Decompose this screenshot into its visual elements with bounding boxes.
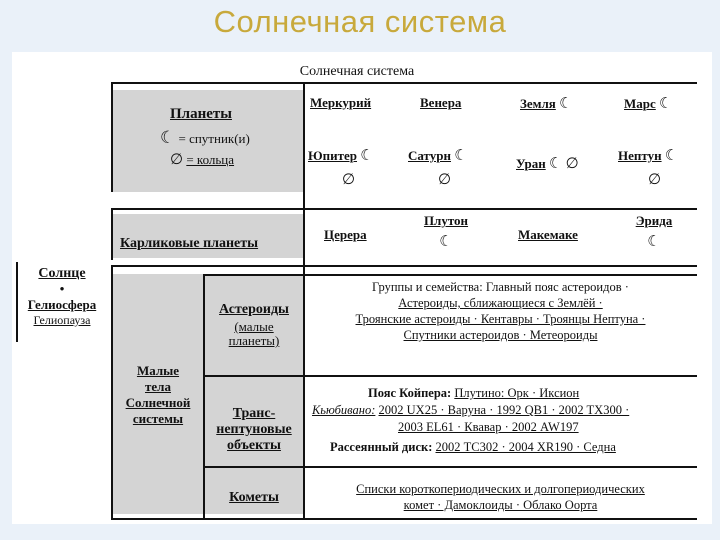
kuiper-label: Пояс Койпера: (368, 386, 452, 400)
bottom-rule (112, 518, 697, 520)
ring-icon: ∅ (565, 156, 579, 172)
heliosphere: Гелиосфера (27, 297, 97, 312)
small-bodies-line-3: Солнечной (125, 395, 191, 410)
scattered-disk-row (330, 440, 616, 455)
dwarf-heading: Карликовые планеты (120, 236, 259, 251)
dwarf-pluto: Плутон (423, 213, 469, 228)
sun-dot: • (59, 281, 65, 296)
dwarf-eris: Эрида (635, 213, 673, 228)
comets-line-2: комет · Дамоклоиды · Облако Оорта (403, 498, 598, 512)
tno-top-rule (204, 375, 697, 377)
small-bodies-line-2: тела (145, 379, 171, 394)
moon-icon: ☾ (659, 96, 673, 112)
planet-mars: Марс ☾ (624, 96, 673, 112)
planet-neptune: Нептун ☾ (618, 148, 679, 164)
legend-moon-text: = спутник(и) (178, 131, 250, 146)
asteroids-sub-2: планеты) (228, 333, 280, 348)
planet-earth: Земля ☾ (520, 96, 573, 112)
comets-line-1: Списки короткопериодических и долгопериодических (356, 482, 645, 496)
small-bodies-line-4: системы (132, 411, 184, 426)
vertical-main-divider (303, 82, 305, 520)
moon-icon: ☾ (559, 96, 573, 112)
vertical-left-rule (111, 82, 113, 192)
chart-title: Солнечная система (299, 64, 415, 79)
planet-mercury: Меркурий (310, 95, 372, 110)
vertical-subgroup-divider (203, 274, 205, 520)
planet-venus: Венера (420, 95, 462, 110)
moon-icon-eris: ☾ (647, 234, 661, 250)
vertical-left-rule-2 (111, 208, 113, 260)
top-rule (112, 82, 697, 84)
asteroids-heading: Астероиды (219, 302, 289, 317)
asteroids-top-rule (204, 274, 697, 276)
asteroids-line-4: Спутники астероидов · Метеороиды (403, 328, 598, 342)
dwarf-top-rule (112, 208, 697, 210)
scattered-items: 2002 TC302 · 2004 XR190 · Седна (435, 440, 616, 454)
small-bodies-line-1: Малые (136, 363, 180, 378)
dwarf-ceres: Церера (324, 227, 367, 242)
kuiper-items: Плутино: Орк · Иксион (454, 386, 580, 400)
moon-icon: ☾ (360, 148, 374, 164)
cubewano-row-2: 2003 EL61 · Квавар · 2002 AW197 (398, 420, 579, 434)
kuiper-belt-row (368, 386, 579, 401)
comets-heading: Кометы (229, 490, 279, 505)
moon-icon: ☾ (454, 148, 468, 164)
cubewano-label: Кьюбивано: (312, 403, 376, 417)
asteroids-sub-1: (малые (234, 319, 274, 334)
asteroids-line-3: Троянские астероиды · Кентавры · Троянцы Нептуна · (355, 312, 646, 326)
ring-icon-neptune: ∅ (648, 172, 662, 188)
tno-line-1: Транс- (232, 406, 276, 421)
comets-top-rule (204, 466, 697, 468)
asteroids-line-1: Группы и семейства: Главный пояс астероидов · (372, 280, 629, 294)
legend-ring-row (170, 152, 234, 169)
heliopause: Гелиопауза (33, 313, 91, 327)
asteroids-line-2: Астероиды, сближающиеся с Землёй · (398, 296, 603, 310)
ring-icon-jupiter: ∅ (342, 172, 356, 188)
ring-icon: ∅ (170, 152, 184, 168)
planet-uranus: Уран ☾ ∅ (516, 156, 579, 172)
moon-icon: ☾ (664, 148, 679, 164)
legend-moon-row (160, 128, 250, 148)
moon-icon: ☾ (160, 128, 176, 147)
planet-saturn: Сатурн ☾ (408, 148, 468, 164)
planets-heading: Планеты (170, 106, 232, 122)
tno-line-3: объекты (227, 438, 281, 453)
scattered-label: Рассеянный диск: (330, 440, 433, 454)
cubewano-items: 2002 UX25 · Варуна · 1992 QB1 · 2002 TX300 · (378, 403, 630, 417)
scanned-chart (12, 52, 712, 524)
ring-icon-saturn: ∅ (438, 172, 452, 188)
small-bodies-top-rule (112, 265, 697, 267)
slide-title: Солнечная система (213, 4, 507, 39)
moon-icon-pluto: ☾ (439, 234, 453, 250)
tno-line-2: нептуновые (216, 422, 292, 437)
vertical-left-rule-3 (111, 265, 113, 520)
dwarf-makemake: Макемаке (518, 227, 578, 242)
sun-name: Солнце (38, 266, 86, 281)
moon-icon: ☾ (548, 156, 563, 172)
planet-jupiter: Юпитер ☾ (308, 148, 374, 164)
cubewano-row-1 (312, 403, 629, 418)
legend-ring-text: = кольца (186, 152, 235, 167)
